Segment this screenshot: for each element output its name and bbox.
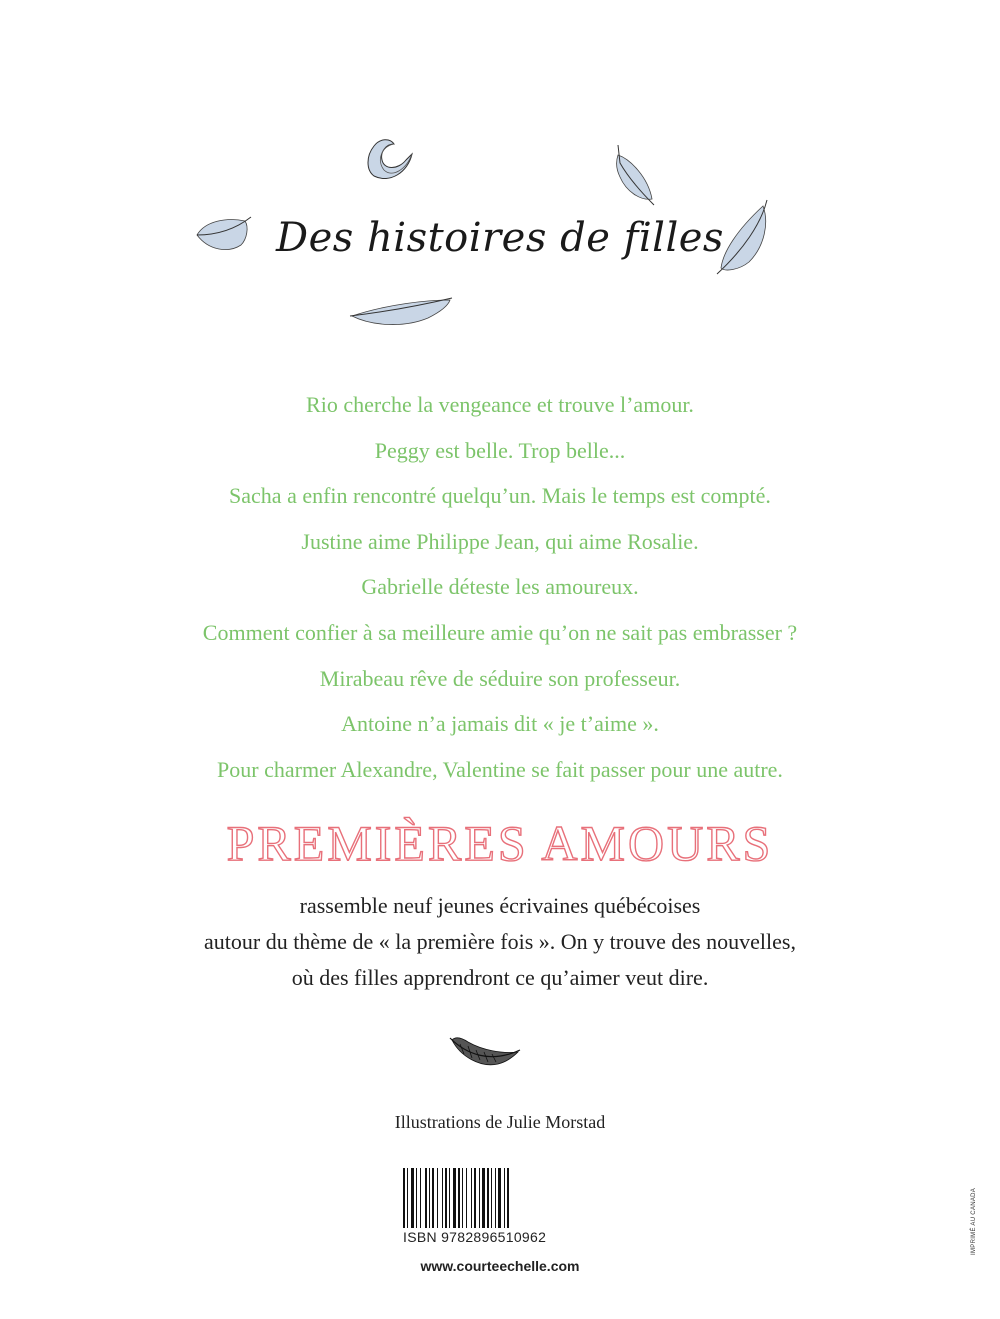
barcode-bar [425, 1168, 427, 1228]
illustrations-credit: Illustrations de Julie Morstad [394, 1112, 606, 1132]
barcode-bar [429, 1168, 430, 1228]
barcode-bar [466, 1168, 467, 1228]
teaser-line: Mirabeau rêve de séduire son professeur. [319, 665, 681, 691]
barcode-bar [507, 1168, 509, 1228]
teaser-line: Gabrielle déteste les amoureux. [361, 574, 639, 600]
barcode-bar [491, 1168, 492, 1228]
barcode-bar [403, 1168, 405, 1228]
subtitle-script: Des histoires de filles [276, 215, 724, 261]
barcode-bar [411, 1168, 414, 1228]
teaser-line: Antoine n’a jamais dit « je t’aime ». [341, 711, 659, 737]
description-line: où des filles apprendront ce qu’aimer veut dire. [291, 965, 709, 990]
teaser-list [0, 388, 1000, 798]
teaser-line: Peggy est belle. Trop belle... [374, 437, 626, 463]
feather-black-icon [446, 1030, 522, 1074]
teaser-line: Pour charmer Alexandre, Valentine se fait passer pour une autre. [217, 756, 783, 782]
teaser-line: Justine aime Philippe Jean, qui aime Rosalie. [301, 528, 699, 554]
barcode-bar [471, 1168, 472, 1228]
barcode-bar [462, 1168, 463, 1228]
isbn-label: ISBN 9782896510962 [403, 1229, 547, 1245]
barcode-bar [482, 1168, 485, 1228]
teaser-line: Comment confier à sa meilleure amie qu’on ne sait pas embrasser ? [202, 619, 798, 645]
series-title: PREMIÈRES AMOURS [226, 815, 774, 871]
barcode-bar [474, 1168, 476, 1228]
description-line: rassemble neuf jeunes écrivaines québécoises [299, 893, 701, 918]
description-line: autour du thème de « la première fois ». On y trouve des nouvelles, [203, 929, 796, 954]
barcode-bar [458, 1168, 460, 1228]
feather-diagonal-icon [610, 143, 660, 209]
barcode-bar [495, 1168, 496, 1228]
barcode-bar [445, 1168, 447, 1228]
teaser-line: Sacha a enfin rencontré quelqu’un. Mais le temps est compté. [229, 483, 771, 509]
barcode-bar [420, 1168, 421, 1228]
barcode-bar [479, 1168, 480, 1228]
description [0, 888, 1000, 996]
printed-in-text: IMPRIMÉ AU CANADA [971, 1187, 977, 1255]
teaser-line: Rio cherche la vengeance et trouve l’amour. [306, 392, 694, 417]
printed-in-note [969, 1175, 983, 1255]
barcode-bar [416, 1168, 417, 1228]
barcode-bar [442, 1168, 443, 1228]
barcode-bar [437, 1168, 438, 1228]
feather-curled-icon [360, 132, 420, 192]
barcode-bar [453, 1168, 456, 1228]
barcode-bar [498, 1168, 501, 1228]
barcode-bar [487, 1168, 489, 1228]
barcode-bar [432, 1168, 434, 1228]
barcode-bar [504, 1168, 505, 1228]
feather-bottom-icon [348, 296, 454, 334]
barcode-bar [407, 1168, 408, 1228]
barcode-bar [449, 1168, 450, 1228]
website-link[interactable]: www.courteechelle.com [420, 1258, 580, 1274]
barcode [403, 1168, 575, 1228]
